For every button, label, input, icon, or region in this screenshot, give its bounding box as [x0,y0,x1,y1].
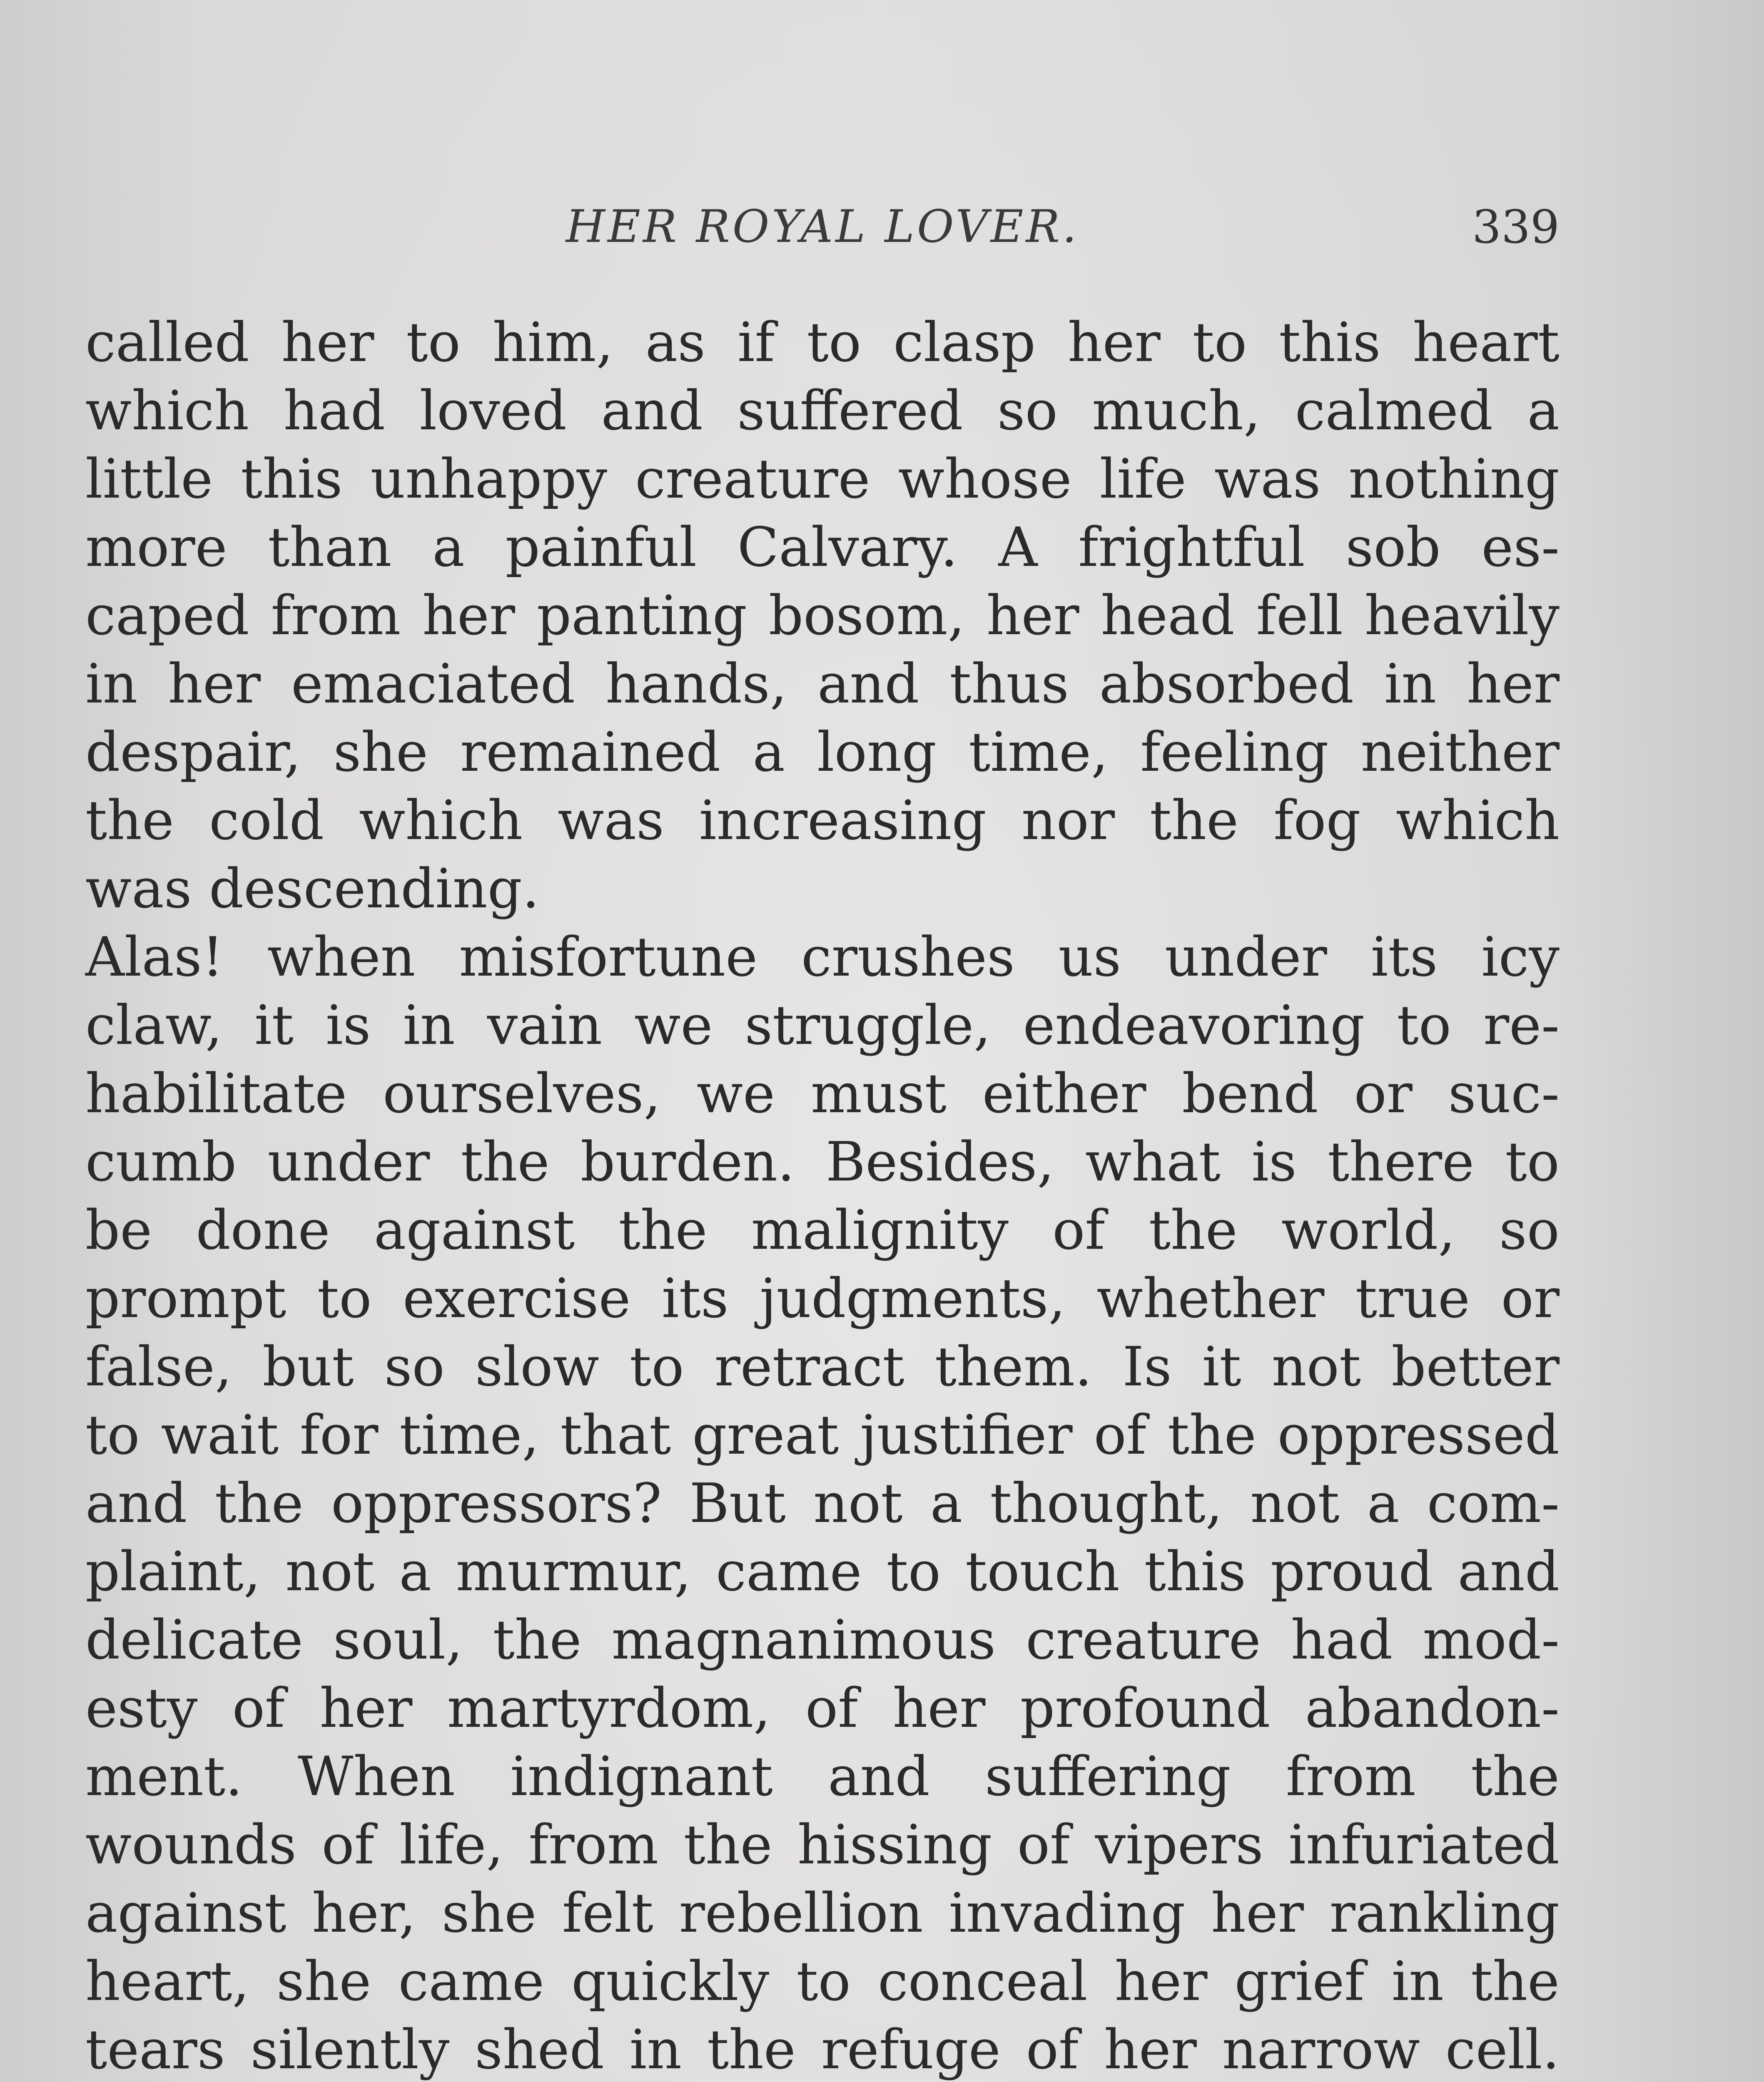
text-line: cumb under the burden. Besides, what is there to [85,1130,1560,1193]
text-line: heart, she came quickly to conceal her grief in the [85,1950,1560,2013]
text-line: little this unhappy creature whose life was nothing [85,447,1560,511]
text-line: despair, she remained a long time, feeling neither [85,720,1560,784]
running-title: HER ROYAL LOVER. [566,201,1079,253]
text-line: false, but so slow to retract them. Is it not better [85,1335,1560,1398]
text-line: plaint, not a murmur, came to touch this proud and [85,1540,1560,1603]
text-line: which had loved and suffered so much, calmed a [85,379,1560,442]
text-line: tears silently shed in the refuge of her narrow cell. [85,2018,1560,2081]
running-head [85,196,1560,258]
text-line: be done against the malignity of the world, so [85,1198,1560,1262]
text-line: habilitate ourselves, we must either bend or suc- [85,1062,1560,1125]
text-line: claw, it is in vain we struggle, endeavoring to re- [85,994,1560,1057]
page-number: 339 [1472,200,1560,254]
text-line: ment. When indignant and suffering from the [85,1745,1560,1808]
text-line: caped from her panting bosom, her head fell heavily [85,584,1560,647]
text-line: delicate soul, the magnanimous creature had mod- [85,1608,1560,1671]
text-line: against her, she felt rebellion invading her rankling [85,1881,1560,1945]
text-line: Alas! when misfortune crushes us under its icy [85,925,1560,989]
body-text [85,308,1560,2082]
text-line: prompt to exercise its judgments, whether true or [85,1267,1560,1330]
text-line: wounds of life, from the hissing of vipers infuriated [85,1813,1560,1876]
text-line: esty of her martyrdom, of her profound abandon- [85,1676,1560,1740]
text-line: the cold which was increasing nor the fog which [85,789,1560,852]
text-line: in her emaciated hands, and thus absorbed in her [85,652,1560,715]
text-line: called her to him, as if to clasp her to this heart [85,311,1560,374]
text-line: more than a painful Calvary. A frightful sob es- [85,516,1560,579]
text-line: was descending. [85,857,540,920]
text-line: to wait for time, that great justifier of the oppressed [85,1403,1560,1467]
text-line: and the oppressors? But not a thought, not a com- [85,1472,1560,1535]
